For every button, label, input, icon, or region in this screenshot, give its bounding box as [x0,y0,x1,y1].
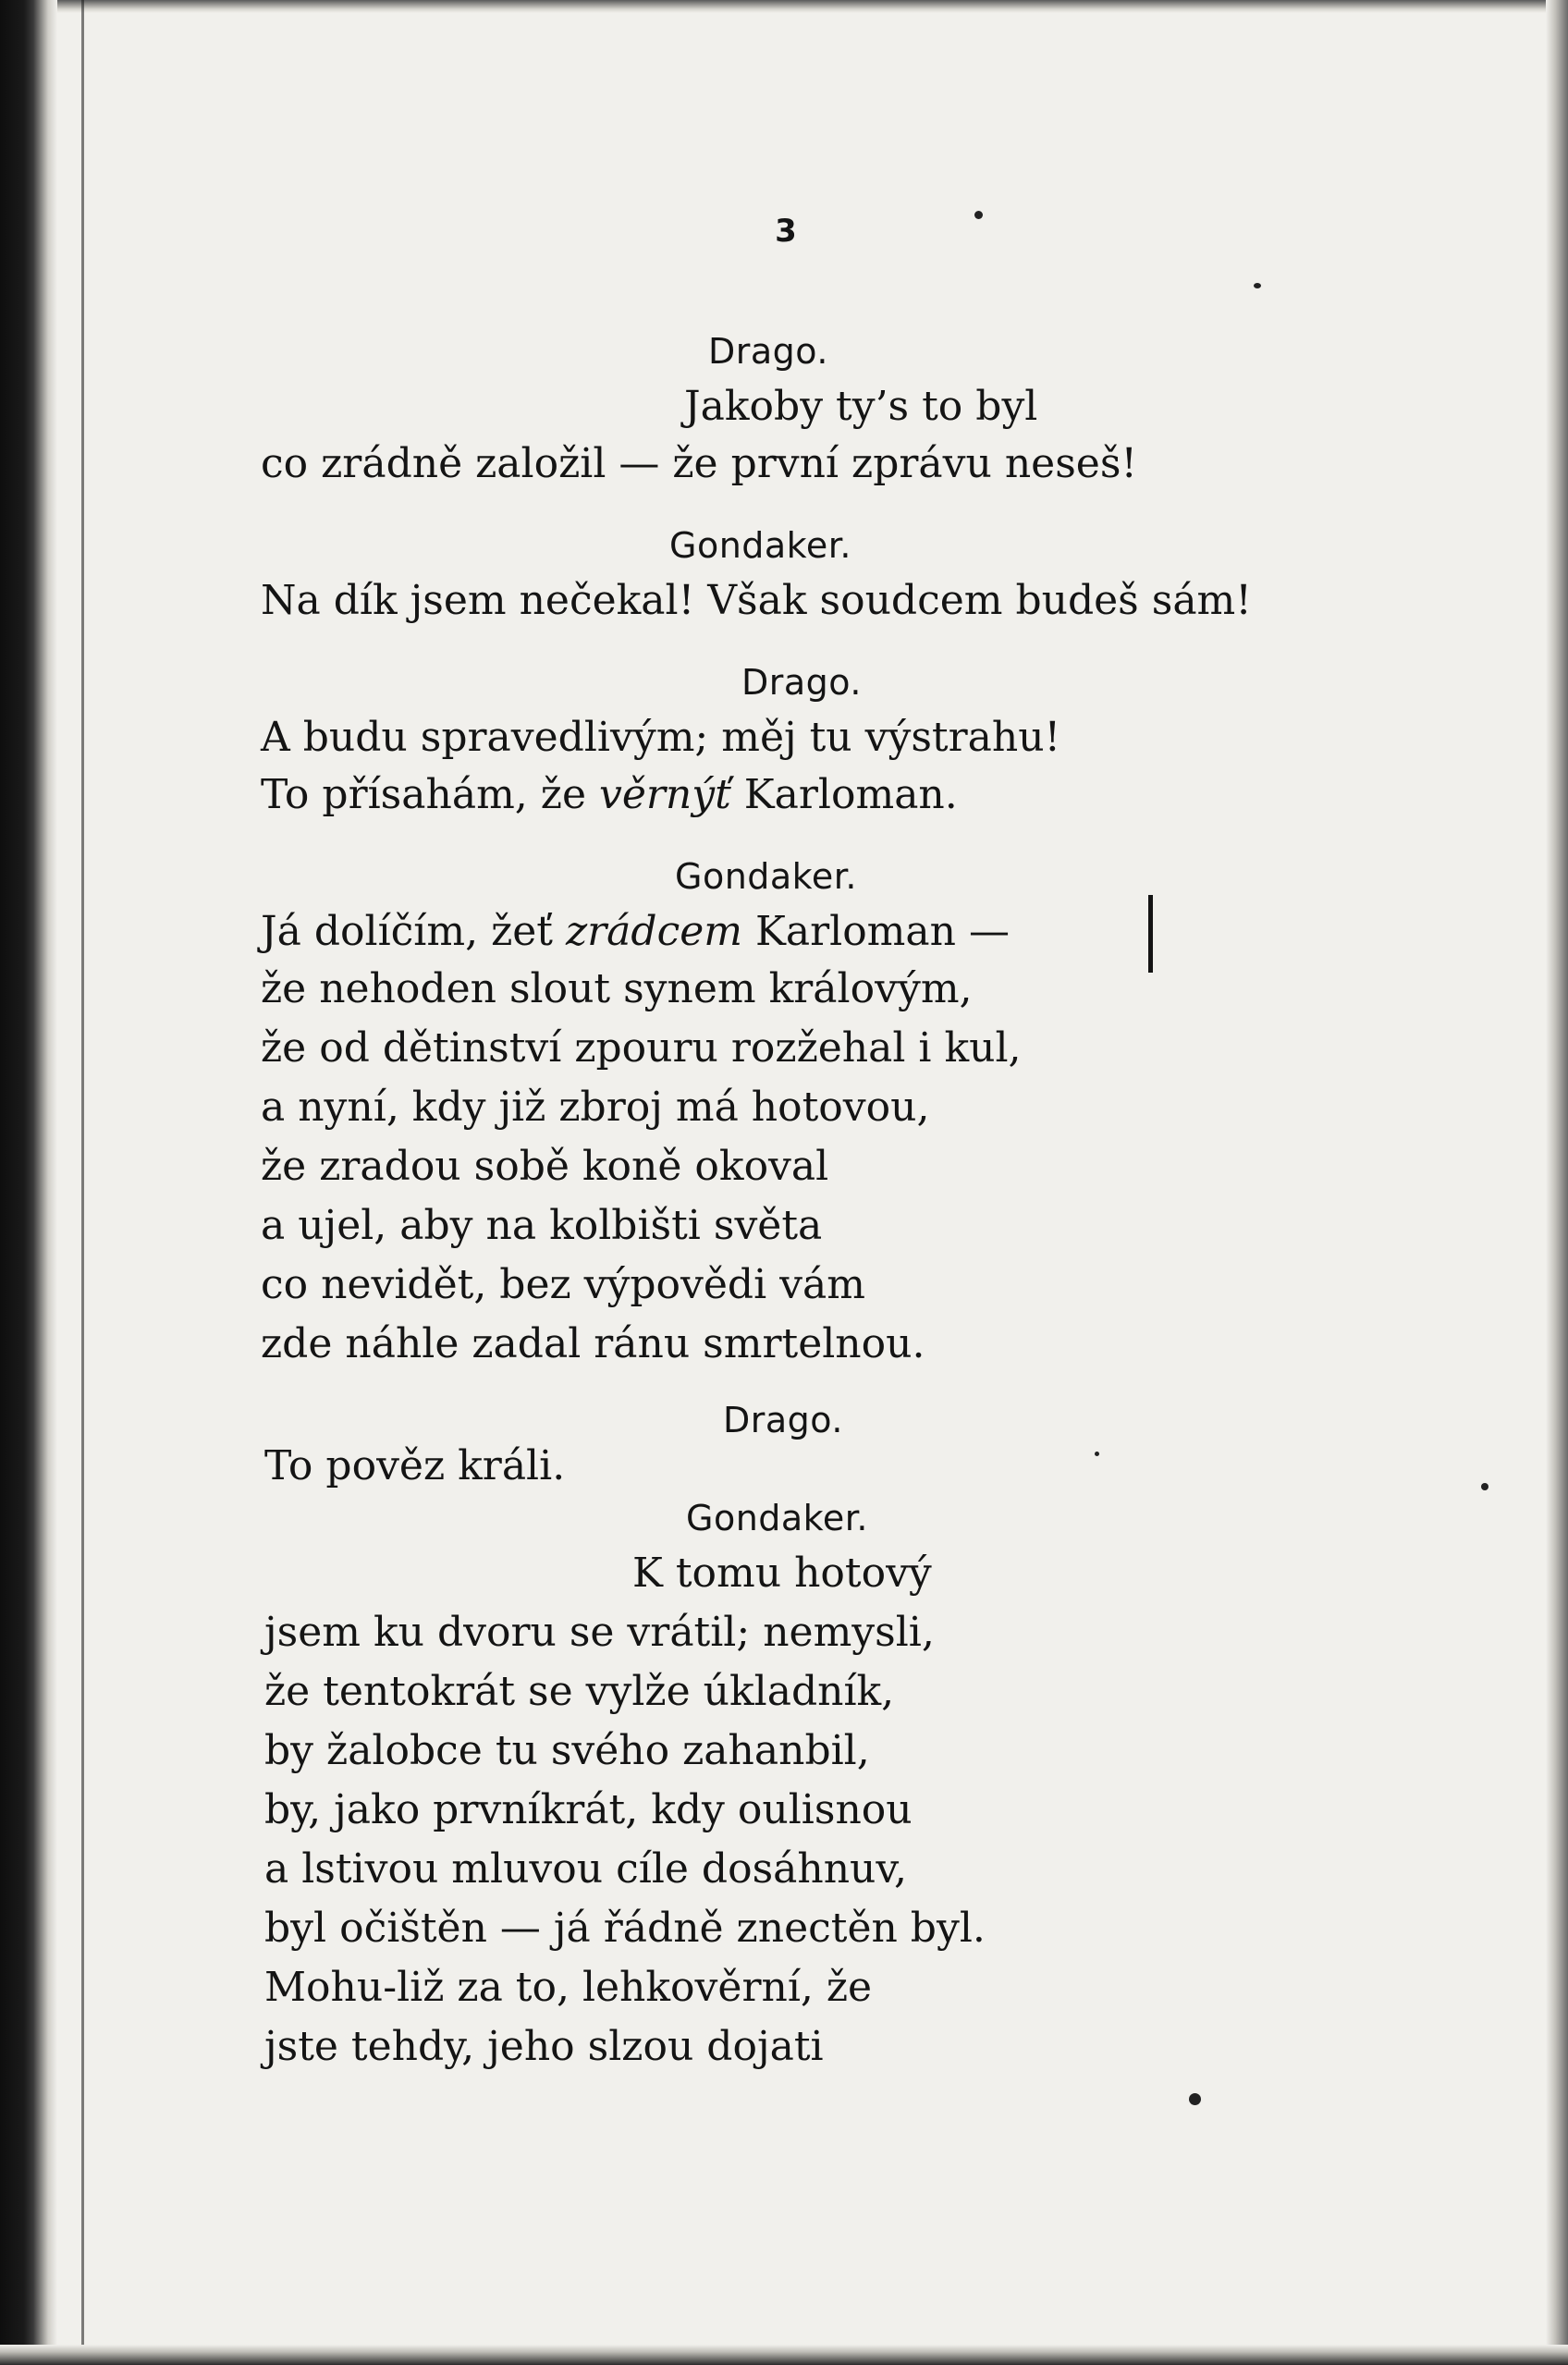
page-number: 3 [775,213,797,250]
margin-bar-mark [1148,895,1153,973]
scan-binding-line [81,0,84,2365]
emphasis-text: zrádcem [565,908,742,955]
verse-line: To pověz králi. [264,1442,566,1489]
verse-line: Jakoby ty’s to byl [684,383,1038,430]
verse-line: zde náhle zadal ránu smrtelnou. [261,1320,925,1367]
verse-line: co nevidět, bez výpovědi vám [261,1261,865,1308]
verse-line: A budu spravedlivým; měj tu výstrahu! [261,714,1061,761]
verse-text: To přísahám, že [261,771,599,818]
scan-top-edge [0,0,1568,13]
scan-speck [1095,1452,1099,1456]
verse-text: Karloman. [730,771,958,818]
verse-line: Na dík jsem nečekal! Však soudcem budeš sám! [261,577,1252,624]
speaker-name: Gondaker. [686,1498,868,1538]
verse-line: a lstivou mluvou cíle dosáhnuv, [264,1845,908,1893]
verse-line: že tentokrát se vylže úkladník, [264,1668,895,1715]
verse-line: že od dětinství zpouru rozžehal i kul, [261,1024,1022,1072]
verse-text: Já dolíčím, žeť [261,908,566,955]
verse-line: by žalobce tu svého zahanbil, [264,1727,870,1774]
scan-bottom-edge [0,2345,1568,2365]
verse-line: a nyní, kdy již zbroj má hotovou, [261,1084,930,1131]
verse-line: jste tehdy, jeho slzou dojati [264,2023,824,2070]
speaker-name: Drago. [708,331,828,372]
speaker-name: Drago. [741,662,862,703]
verse-line: co zrádně založil — že první zprávu neseš! [261,440,1138,487]
verse-line: že zradou sobě koně okoval [261,1143,829,1190]
scan-right-edge [1546,0,1568,2365]
verse-line: a ujel, aby na kolbišti světa [261,1202,823,1249]
scan-speck [974,211,983,219]
verse-line: jsem ku dvoru se vrátil; nemysli, [264,1609,935,1656]
speaker-name: Drago. [723,1400,843,1440]
scan-speck [1189,2093,1201,2105]
emphasis-text: věrnýť [598,771,731,818]
scan-speck [1254,283,1261,288]
verse-line: Mohu-liž za to, lehkověrní, že [264,1964,873,2011]
verse-line [261,902,1010,962]
speaker-name: Gondaker. [669,525,851,566]
verse-line: že nehoden slout synem královým, [261,965,973,1012]
speaker-name: Gondaker. [675,856,857,897]
verse-line: by, jako prvníkrát, kdy oulisnou [264,1786,913,1833]
scan-binding-edge [0,0,57,2365]
verse-line: K tomu hotový [632,1550,932,1597]
verse-line [261,766,958,825]
scan-speck [1481,1483,1488,1490]
verse-text: Karloman — [742,908,1010,955]
verse-line: byl očištěn — já řádně znectěn byl. [264,1905,986,1952]
